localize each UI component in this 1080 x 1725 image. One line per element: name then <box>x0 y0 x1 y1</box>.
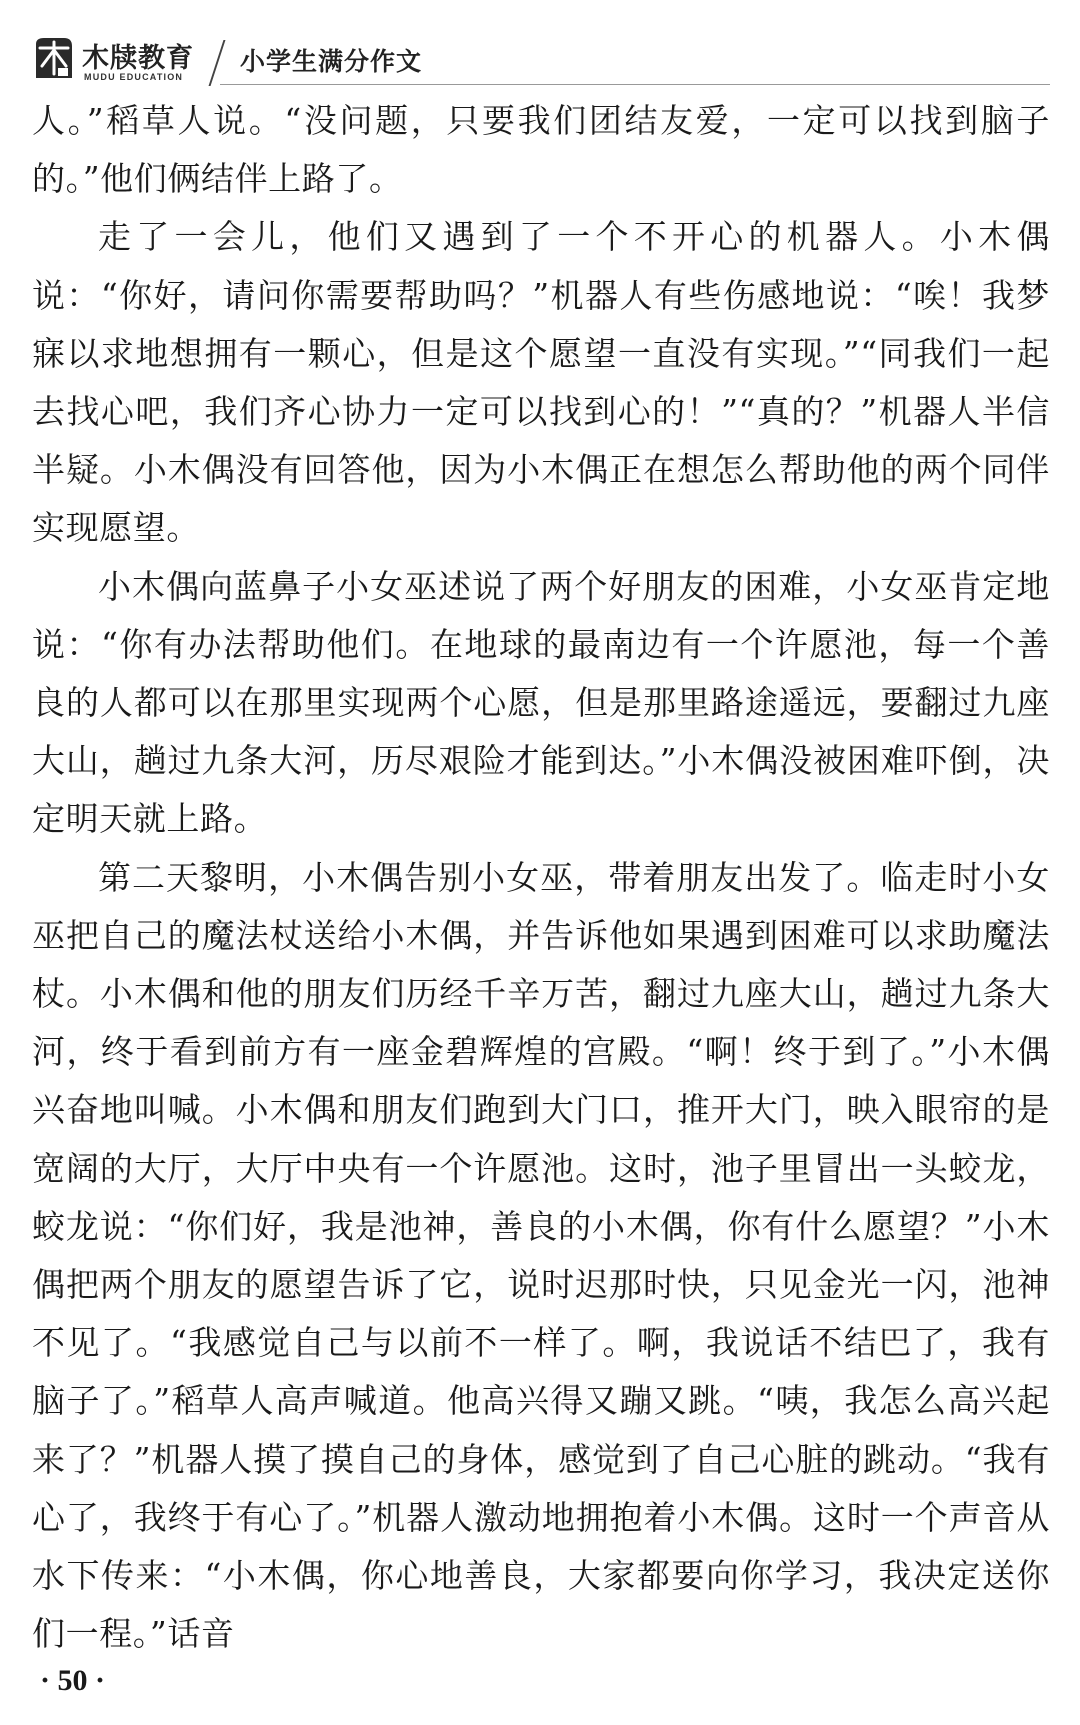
brand-name: 木牍教育 <box>82 43 194 74</box>
header-rule <box>220 84 1050 85</box>
page-header <box>30 34 1050 90</box>
series-title: 小学生满分作文 <box>240 47 423 76</box>
page-number: · 50 · <box>40 1664 106 1697</box>
article-body <box>32 92 1050 1663</box>
paragraph: 走了一会儿，他们又遇到了一个不开心的机器人。小木偶说：“你好，请问你需要帮助吗？”机器人有些伤感地说：“唉！我梦寐以求地想拥有一颗心，但是这个愿望一直没有实现。”“同我们一起去找心吧，我们齐心协力一定可以找到心的！”“真的？”机器人半信半疑。小木偶没有回答他，因为小木偶正在想怎么帮助他的两个同伴实现愿望。 <box>32 217 1050 548</box>
paragraph: 第二天黎明，小木偶告别小女巫，带着朋友出发了。临走时小女巫把自己的魔法杖送给小木偶，并告诉他如果遇到困难可以求助魔法杖。小木偶和他的朋友们历经千辛万苦，翻过九座大山，趟过九条大河，终于看到前方有一座金碧辉煌的宫殿。“啊！终于到了。”小木偶兴奋地叫喊。小木偶和朋友们跑到大门口，推开大门，映入眼帘的是宽阔的大厅，大厅中央有一个许愿池。这时，池子里冒出一头蛟龙，蛟龙说：“你们好，我是池神，善良的小木偶，你有什么愿望？”小木偶把两个朋友的愿望告诉了它，说时迟那时快，只见金光一闪，池神不见了。“我感觉自己与以前不一样了。啊，我说话不结巴了，我有脑子了。”稻草人高声喊道。他高兴得又蹦又跳。“咦，我怎么高兴起来了？”机器人摸了摸自己的身体，感觉到了自己心脏的跳动。“我有心了，我终于有心了。”机器人激动地拥抱着小木偶。这时一个声音从水下传来：“小木偶，你心地善良，大家都要向你学习，我决定送你们一程。”话音 <box>32 857 1050 1654</box>
brand-english-name: MUDU EDUCATION <box>84 72 184 82</box>
paragraph: 小木偶向蓝鼻子小女巫述说了两个好朋友的困难，小女巫肯定地说：“你有办法帮助他们。在地球的最南边有一个许愿池，每一个善良的人都可以在那里实现两个心愿，但是那里路途遥远，要翻过九座大山，趟过九条大河，历尽艰险才能到达。”小木偶没被困难吓倒，决定明天就上路。 <box>32 566 1050 839</box>
paragraph: 人。”稻草人说。“没问题，只要我们团结友爱，一定可以找到脑子的。”他们俩结伴上路了。 <box>32 101 1050 199</box>
header-divider <box>209 40 226 86</box>
mudu-logo-icon <box>30 34 78 84</box>
